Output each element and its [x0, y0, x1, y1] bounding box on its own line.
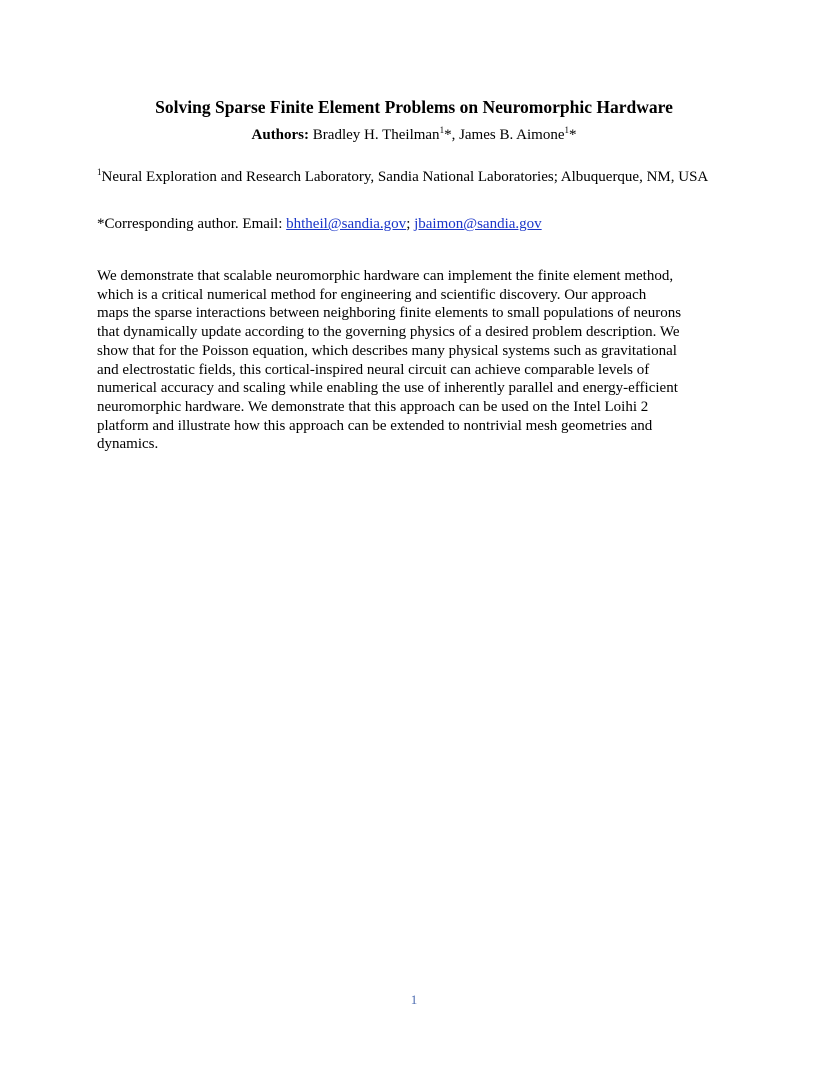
corresponding-author [97, 214, 737, 234]
affiliation-mark: 1 [564, 125, 569, 135]
affiliation [97, 168, 737, 188]
abstract-line: numerical accuracy and scaling while enabling the use of inherently parallel and energy-efficient [97, 380, 678, 397]
abstract-line: We demonstrate that scalable neuromorphic hardware can implement the finite element method, [97, 268, 674, 284]
abstract-line: dynamics. [97, 436, 159, 453]
paper-title: Solving Sparse Finite Element Problems on Neuromorphic Hardware [155, 97, 673, 117]
author-name: James B. Aimone [459, 127, 565, 143]
corresponding-mark: * [444, 127, 452, 143]
corresponding-mark: * [568, 127, 577, 143]
abstract-line: show that for the Poisson equation, which describes many physical systems such as gravitational [97, 342, 677, 359]
abstract-line: neuromorphic hardware. We demonstrate that this approach can be used on the Intel Loihi 2 [97, 398, 649, 415]
affiliation-mark: 1 [439, 125, 445, 135]
corresponding-prefix: *Corresponding author. Email: [97, 216, 287, 232]
abstract [97, 267, 737, 454]
authors-label: Authors: [251, 127, 310, 143]
page-number: 1 [410, 992, 418, 1007]
email-link[interactable]: jbaimon@sandia.gov [414, 216, 542, 232]
affiliation-text: Neural Exploration and Research Laboratory, Sandia National Laboratories; Albuquerque, NM, USA [101, 169, 709, 185]
abstract-line: maps the sparse interactions between neighboring finite elements to small populations of neurons [97, 305, 682, 322]
affiliation-mark: 1 [97, 167, 102, 177]
email-separator: ; [406, 216, 415, 232]
abstract-line: that dynamically update according to the governing physics of a desired problem description. We [97, 324, 680, 341]
author-line [0, 125, 828, 145]
abstract-line: which is a critical numerical method for engineering and scientific discovery. Our approach [97, 286, 647, 303]
author-separator: , [451, 127, 460, 143]
abstract-line: and electrostatic fields, this cortical-inspired neural circuit can achieve comparable levels of [97, 361, 650, 378]
author-name: Bradley H. Theilman [312, 127, 440, 143]
email-link[interactable]: bhtheil@sandia.gov [286, 216, 407, 232]
abstract-line: platform and illustrate how this approach can be extended to nontrivial mesh geometries and [97, 417, 653, 434]
